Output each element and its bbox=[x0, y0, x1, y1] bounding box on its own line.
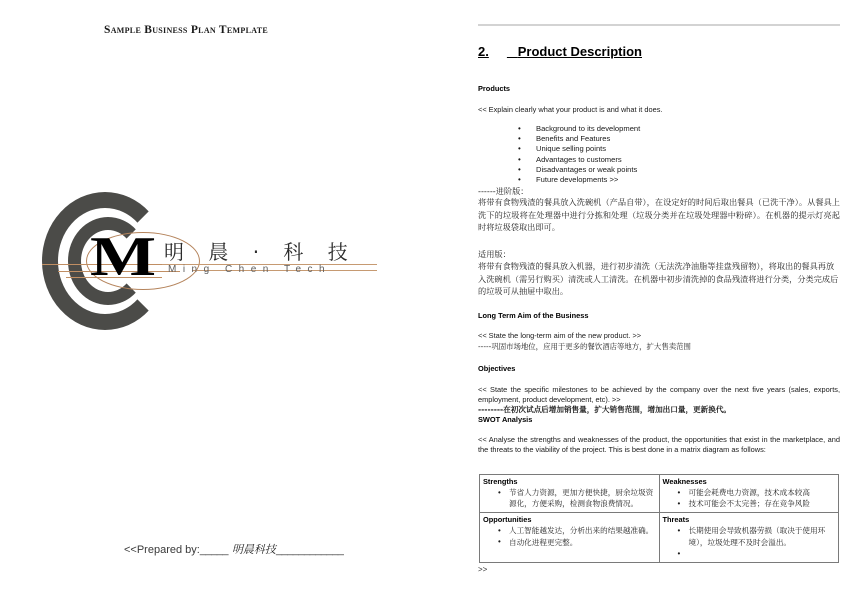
logo-name-english: Ming Chen Tech bbox=[168, 264, 332, 275]
list-item: • Advantages to customers bbox=[536, 155, 840, 165]
list-item: • Future developments >> bbox=[536, 175, 840, 185]
swot-cell-title: Weaknesses bbox=[662, 477, 707, 486]
list-item: • Background to its development bbox=[536, 124, 840, 134]
long-term-aim-label: Long Term Aim of the Business bbox=[478, 311, 589, 320]
list-item: • 可能会耗费电力资源，技术成本较高 bbox=[689, 487, 836, 498]
swot-matrix-table bbox=[479, 474, 839, 563]
objectives-chinese: --------在初次试点后增加销售量，扩大销售范围，增加出口量，更新换代。 bbox=[478, 405, 732, 414]
swot-cell-list bbox=[483, 487, 656, 509]
swot-analysis-label: SWOT Analysis bbox=[478, 415, 533, 424]
table-row bbox=[480, 513, 839, 562]
list-item: • 技术可能会不太完善；存在竞争风险 bbox=[689, 498, 836, 509]
section-heading-gap bbox=[489, 44, 518, 59]
section-number: 2. bbox=[478, 44, 489, 59]
swot-intro: << Analyse the strengths and weaknesses of the product, the opportunities that exist in the marketplace, and the threats to the viability of the project. This is best done in a matrix diagram as follows: bbox=[478, 435, 840, 454]
right-page bbox=[478, 0, 844, 591]
swot-cell-title: Threats bbox=[662, 515, 690, 525]
prepared-by-line bbox=[124, 544, 343, 557]
objectives-text: << State the specific milestones to be achieved by the company over the next five years (sales, exports, employment, product development, etc). >> bbox=[478, 385, 840, 404]
standard-version-label: 适用版： bbox=[478, 249, 511, 259]
list-item: • 自动化进程更完整。 bbox=[509, 537, 656, 548]
list-item: • 长期使用会导致机器劳损（取决于使用环境），垃圾处理不及时会溢出。 bbox=[689, 525, 836, 547]
section-title: Product Description bbox=[517, 44, 642, 59]
advanced-version-text: 将带有食物残渣的餐具放入洗碗机（产品自带），在设定好的时间后取出餐具（已洗干净）。从餐具上洗下的垃圾将在处理器中进行分拣和处理（垃圾分类并在垃圾处理器中粉碎）。在机器的提示灯亮起时将垃圾袋取出即可。 bbox=[478, 197, 840, 233]
prepared-by-blank-2: ____________ bbox=[275, 544, 344, 556]
list-item: • 节省人力资源，更加方便快捷，厨余垃圾资源化，方便采购，检测食物浪费情况。 bbox=[509, 487, 656, 509]
list-item: • Unique selling points bbox=[536, 144, 840, 154]
logo-name-chinese: 明 晨 · 科 技 bbox=[164, 240, 357, 264]
prepared-by-prefix: <<Prepared by: bbox=[124, 544, 200, 556]
list-item: • 人工智能越发达，分析出来的结果越准确。 bbox=[509, 525, 656, 536]
swot-cell-opportunities bbox=[480, 513, 660, 562]
swot-cell-title: Strengths bbox=[483, 477, 518, 486]
standard-version-text: 将带有食物残渣的餐具放入机器，进行初步清洗（无法洗净油脂等挂盘残留物），将取出的餐具再放入洗碗机（需另行购买）清洗或人工清洗。在机器中初步清洗掉的食品残渣将进行分类，分类完成后的垃圾可从抽屉中取出。 bbox=[478, 261, 839, 297]
section-heading bbox=[478, 44, 642, 59]
document-title: Sample Business Plan Template bbox=[104, 24, 268, 36]
products-intro: << Explain clearly what your product is and what it does. bbox=[478, 105, 663, 114]
swot-cell-threats bbox=[659, 513, 839, 562]
advanced-version-label: ------进阶版： bbox=[478, 186, 529, 196]
list-item: • Disadvantages or weak points bbox=[536, 165, 840, 175]
swot-cell-list bbox=[663, 525, 836, 558]
long-term-aim-chinese: -----巩固市场地位，应用于更多的餐饮酒店等地方，扩大售卖范围 bbox=[478, 342, 691, 351]
swot-cell-weaknesses bbox=[659, 475, 839, 513]
products-label: Products bbox=[478, 84, 511, 93]
list-item bbox=[689, 548, 836, 559]
prepared-by-blank-1: _____ bbox=[199, 544, 228, 556]
company-logo bbox=[42, 192, 372, 332]
logo-monogram-m: M bbox=[90, 226, 149, 288]
swot-cell-list bbox=[483, 525, 656, 547]
close-marker: >> bbox=[478, 565, 488, 574]
long-term-aim-text: << State the long-term aim of the new product. >> bbox=[478, 331, 642, 340]
product-bullet-list bbox=[478, 124, 840, 185]
header-divider bbox=[478, 24, 840, 26]
prepared-by-company: 明晨科技 bbox=[231, 543, 276, 556]
list-item: • Benefits and Features bbox=[536, 134, 840, 144]
swot-cell-title: Opportunities bbox=[483, 515, 532, 525]
swot-cell-strengths bbox=[480, 475, 660, 513]
table-row bbox=[480, 475, 839, 513]
objectives-label: Objectives bbox=[478, 364, 516, 373]
swot-cell-list bbox=[663, 487, 836, 509]
